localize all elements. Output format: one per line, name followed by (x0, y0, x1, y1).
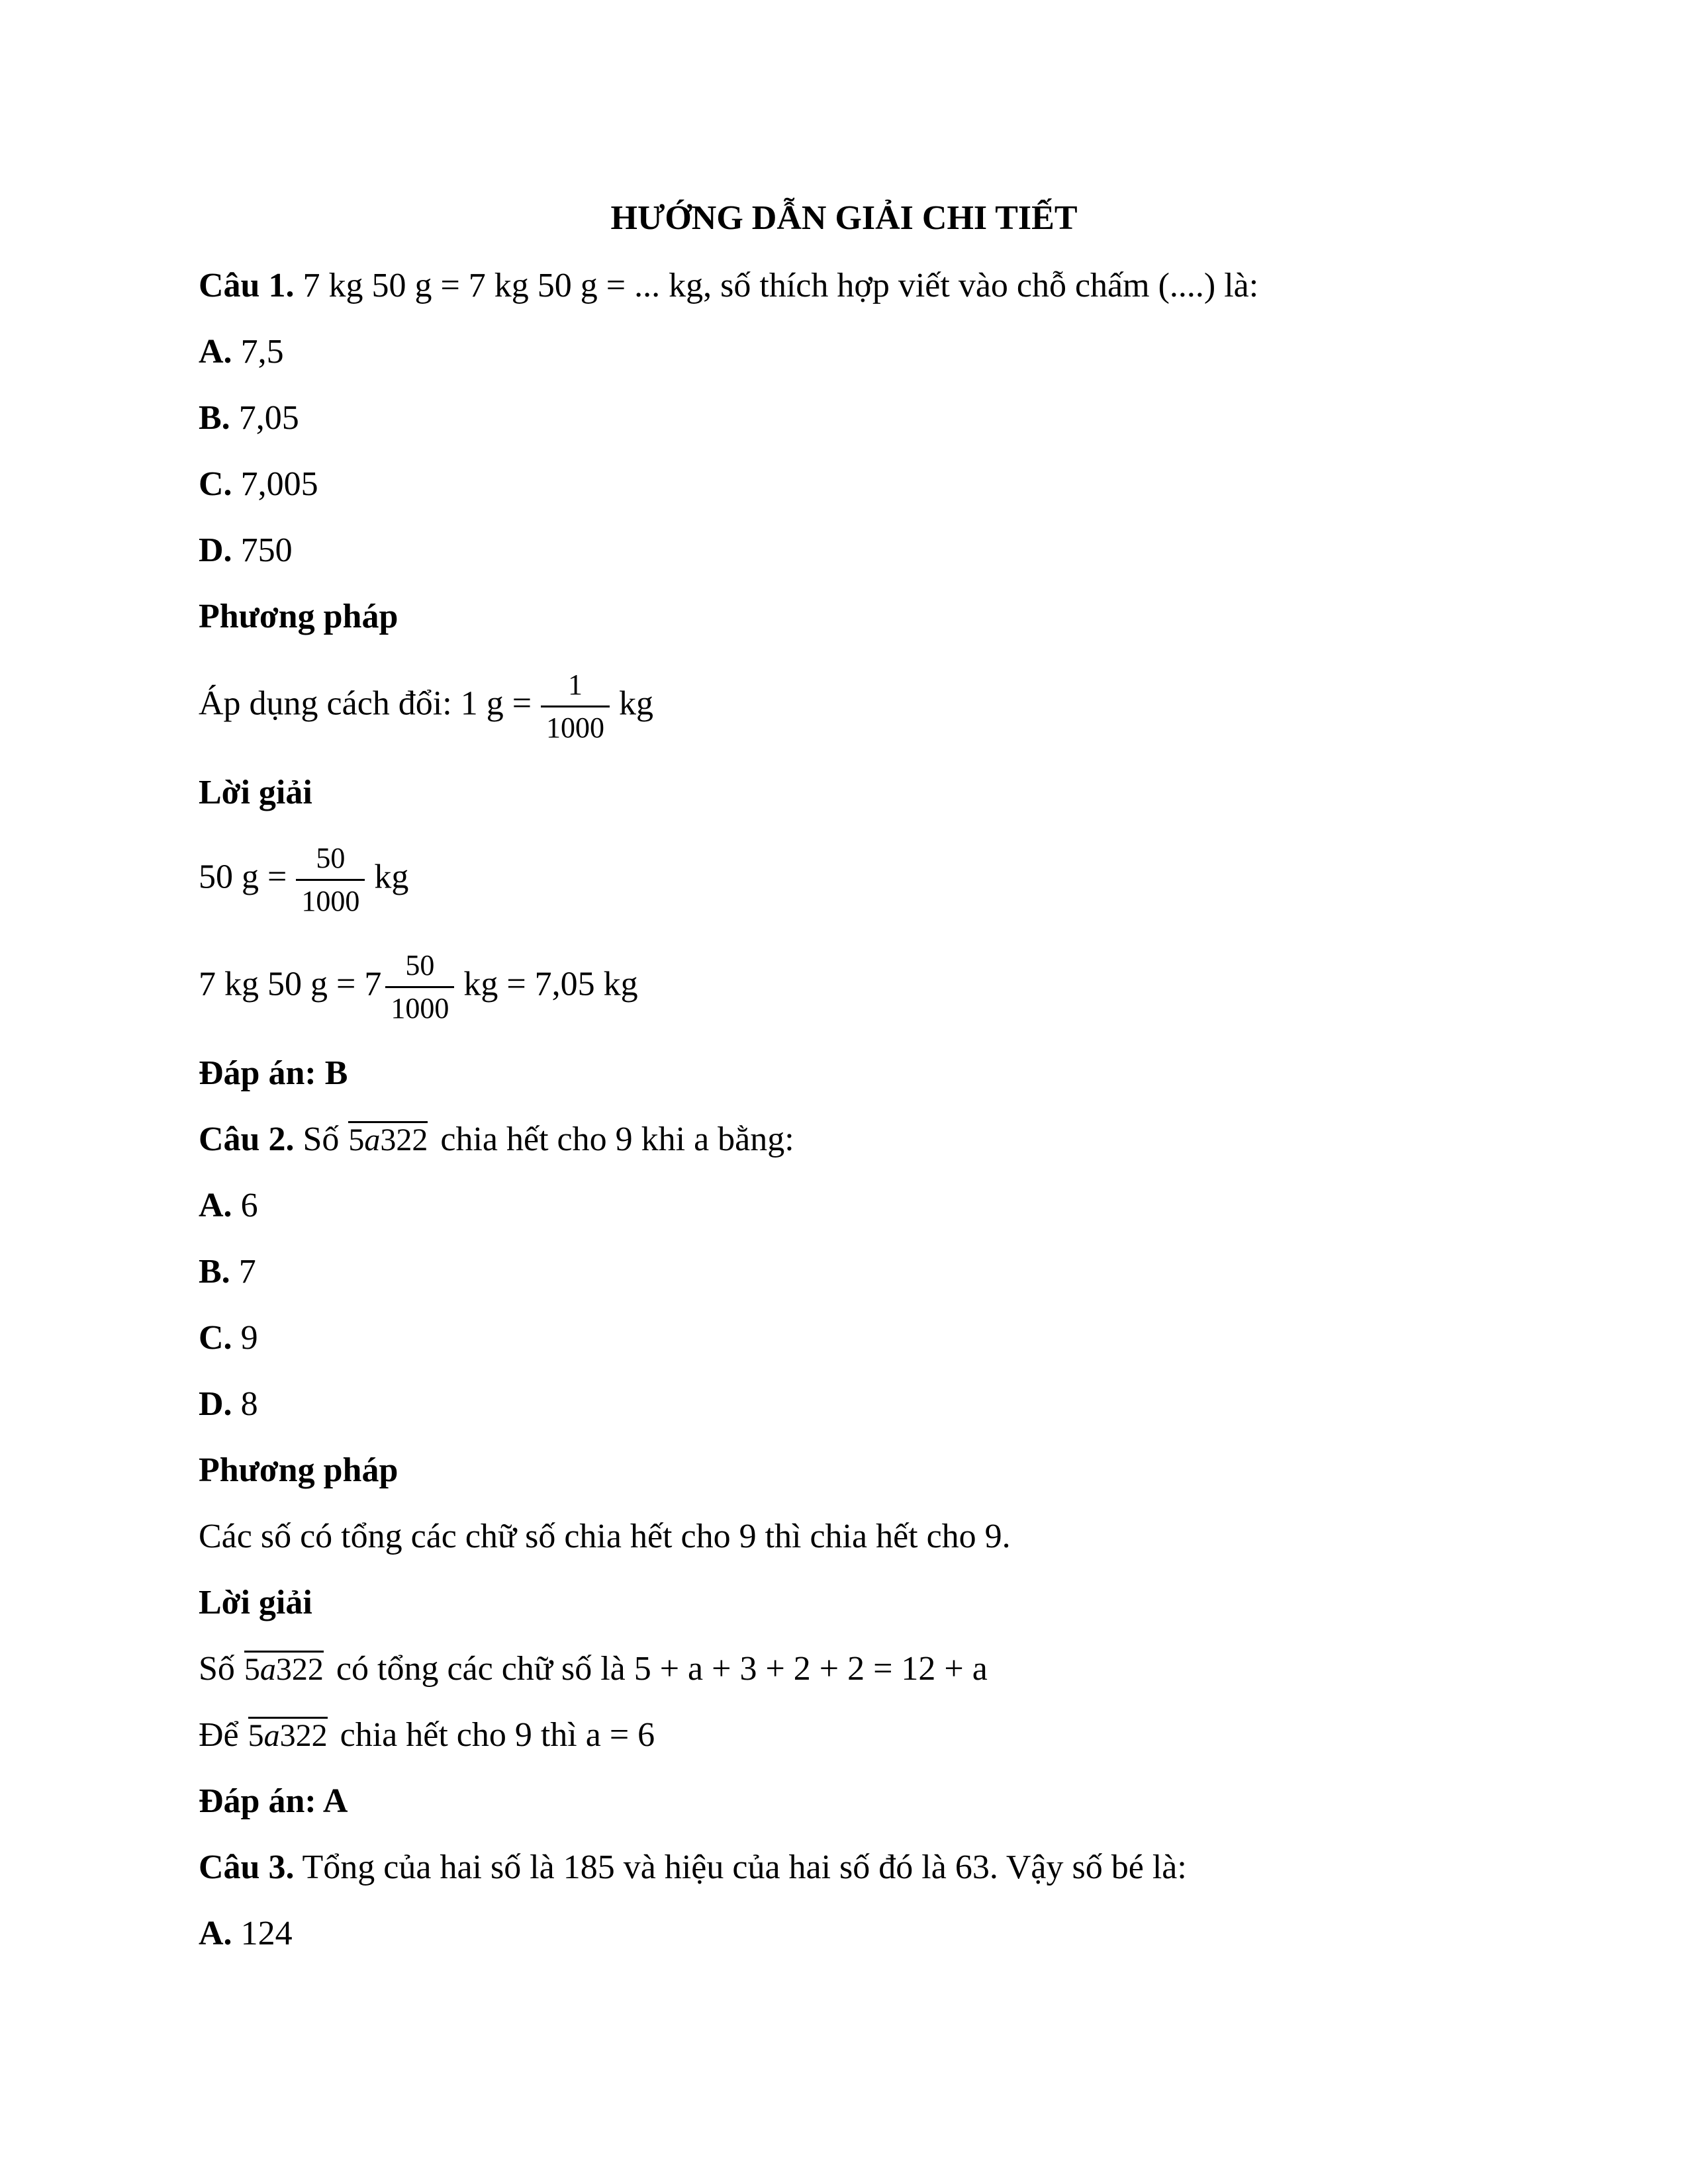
fraction (541, 668, 610, 745)
overlined-number (244, 1651, 324, 1686)
solution-line-2 (199, 949, 638, 1025)
fraction-denominator: 1000 (546, 711, 605, 744)
digit: 322 (380, 1122, 428, 1158)
fraction-numerator: 50 (385, 949, 454, 988)
solution-text: chia hết cho 9 thì a = 6 (340, 1716, 655, 1754)
solution-line-1 (199, 842, 408, 918)
digit: 322 (275, 1652, 324, 1687)
question-1 (199, 266, 1258, 306)
option-b (199, 1252, 256, 1292)
option-value: 7,005 (232, 465, 318, 503)
answer: Đáp án: A (199, 1782, 348, 1820)
option-letter: A. (199, 1915, 232, 1952)
fraction (296, 842, 365, 918)
option-letter: B. (199, 1253, 230, 1291)
variable: a (364, 1122, 381, 1158)
solution-text: kg (374, 858, 409, 896)
digit: 322 (279, 1718, 328, 1753)
question-label: Câu 3. (199, 1848, 295, 1886)
variable: a (259, 1652, 276, 1687)
option-a (199, 1186, 258, 1226)
method-text: Các số có tổng các chữ số chia hết cho 9 thì chia hết cho 9. (199, 1518, 1011, 1555)
option-value: 6 (232, 1187, 258, 1224)
option-d (199, 1385, 258, 1424)
solution-text: Số (199, 1650, 235, 1688)
solution-text: có tổng các chữ số là 5 + a + 3 + 2 + 2 = 12 + a (336, 1650, 988, 1688)
fraction-numerator: 1 (541, 668, 610, 707)
solution-line-2 (199, 1715, 655, 1755)
solution-text: Để (199, 1716, 239, 1754)
answer: Đáp án: B (199, 1054, 348, 1092)
solution-text: 50 g = (199, 858, 287, 896)
option-letter: A. (199, 1187, 232, 1224)
question-text: Tổng của hai số là 185 và hiệu của hai số đó là 63. Vậy số bé là: (294, 1848, 1187, 1886)
method-prefix: Áp dụng cách đổi: 1 g = (199, 684, 532, 723)
option-c (199, 1318, 258, 1358)
option-a (199, 332, 284, 372)
option-value: 7,5 (232, 333, 284, 371)
method-suffix: kg (619, 684, 654, 723)
question-label: Câu 1. (199, 267, 295, 304)
option-b (199, 398, 299, 438)
method-heading: Phương pháp (199, 1451, 399, 1489)
mixed-number-whole: 7 (364, 965, 382, 1003)
digit: 5 (248, 1718, 264, 1753)
solution-text: kg = 7,05 kg (463, 965, 638, 1003)
question-3 (199, 1848, 1187, 1888)
digit: 5 (244, 1652, 260, 1687)
question-text: Số (294, 1120, 340, 1158)
option-letter: D. (199, 531, 232, 569)
option-letter: C. (199, 1319, 232, 1357)
question-2 (199, 1120, 794, 1160)
option-c (199, 465, 318, 504)
solution-heading: Lời giải (199, 1584, 312, 1621)
option-letter: B. (199, 399, 230, 437)
solution-heading: Lời giải (199, 774, 312, 811)
option-letter: C. (199, 465, 232, 503)
option-value: 8 (232, 1385, 258, 1423)
question-label: Câu 2. (199, 1120, 295, 1158)
option-value: 124 (232, 1915, 293, 1952)
fraction-denominator: 1000 (301, 885, 360, 917)
option-a (199, 1914, 293, 1954)
variable: a (263, 1718, 280, 1753)
method-heading: Phương pháp (199, 598, 399, 635)
overlined-number (348, 1121, 428, 1156)
option-value: 7,05 (230, 399, 299, 437)
option-letter: D. (199, 1385, 232, 1423)
page-title: HƯỚNG DẪN GIẢI CHI TIẾT (610, 199, 1078, 237)
overlined-number (248, 1717, 328, 1752)
option-value: 750 (232, 531, 293, 569)
solution-text: 7 kg 50 g = (199, 965, 356, 1003)
option-value: 7 (230, 1253, 256, 1291)
option-d (199, 531, 293, 570)
fraction-numerator: 50 (296, 842, 365, 881)
solution-line-1 (199, 1649, 988, 1689)
question-text: 7 kg 50 g = 7 kg 50 g = ... kg, số thích hợp viết vào chỗ chấm (....) là: (294, 267, 1259, 304)
option-letter: A. (199, 333, 232, 371)
fraction (385, 949, 454, 1025)
digit: 5 (348, 1122, 365, 1158)
option-value: 9 (232, 1319, 258, 1357)
question-text: chia hết cho 9 khi a bằng: (440, 1120, 794, 1158)
fraction-denominator: 1000 (391, 992, 449, 1024)
method-text (199, 668, 653, 745)
